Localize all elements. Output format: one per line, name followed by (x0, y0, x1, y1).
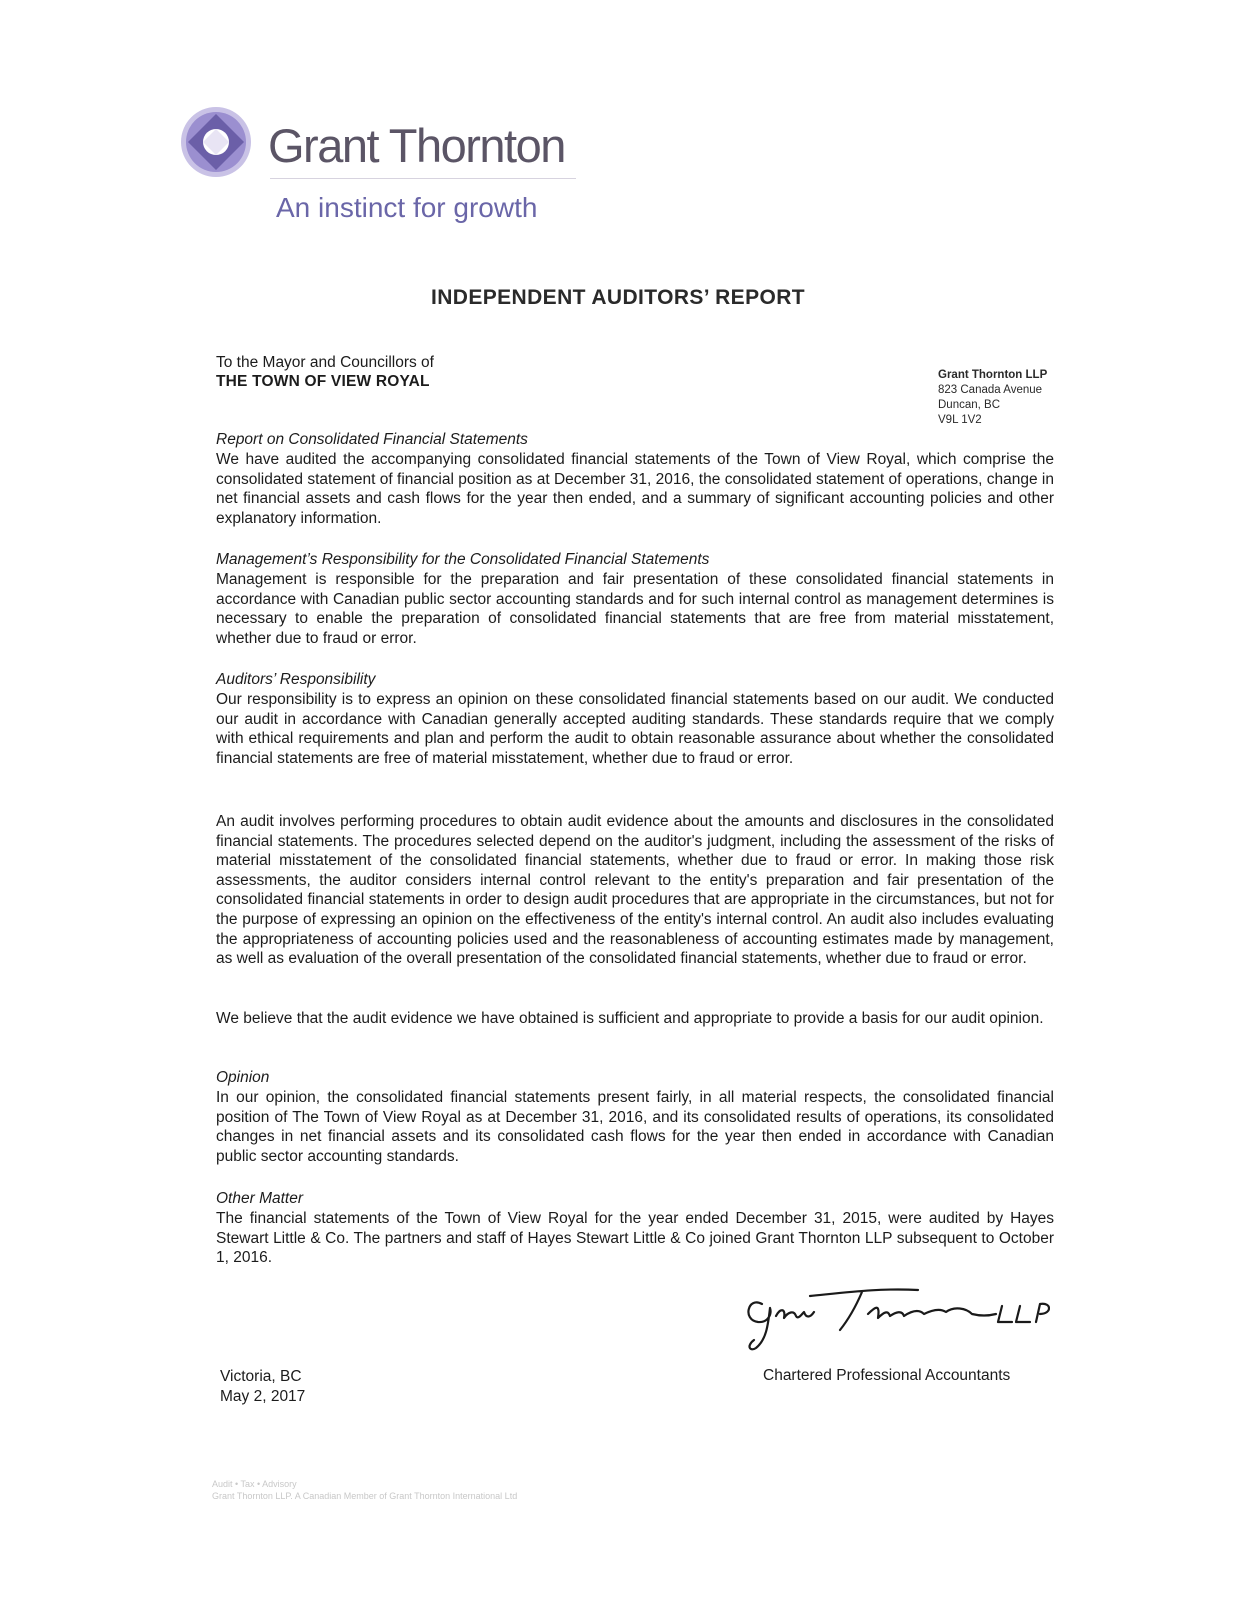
firm-name: Grant Thornton LLP (938, 369, 1048, 381)
section-paragraph: We have audited the accompanying consolidated financial statements of the Town of View Royal, which comprise the consolidated statement of financial position as at December 31, 2016, the consolidated statement of operations, change in net financial assets and cash flows for the year then ended, and a summary of significant accounting policies and other explanatory information. (216, 451, 1054, 527)
section-paragraph: Management is responsible for the preparation and fair presentation of these consolidated financial statements in accordance with Canadian public sector accounting standards and for such internal control as management determines is necessary to enable the preparation of consolidated financial statements that are free from material misstatement, whether due to fraud or error. (216, 571, 1054, 647)
firm-postal: V9L 1V2 (938, 414, 982, 426)
addressee (216, 353, 434, 391)
firm-address (938, 368, 1047, 428)
section-other-matter (216, 1189, 1054, 1268)
company-logo (178, 104, 598, 244)
section-heading: Report on Consolidated Financial Statements (216, 431, 528, 448)
section-heading: Other Matter (216, 1190, 303, 1207)
addressee-line-1: To the Mayor and Councillors of (216, 354, 434, 371)
section-opinion (216, 1068, 1054, 1166)
footer-line-1: Audit • Tax • Advisory (212, 1479, 297, 1489)
logo-wordmark: Grant Thornton (268, 119, 565, 172)
section-management-responsibility (216, 550, 1054, 648)
logo-tagline: An instinct for growth (276, 192, 538, 223)
place-and-date (220, 1367, 305, 1407)
section-paragraph: The financial statements of the Town of View Royal for the year ended December 31, 2015, were audited by Hayes Stewart Little & Co. The partners and staff of Hayes Stewart Little & Co joined Grant Thornton LLP subsequent to October 1, 2016. (216, 1210, 1054, 1267)
section-auditors-responsibility (216, 670, 1054, 768)
logo-divider (270, 178, 576, 179)
section-paragraph: We believe that the audit evidence we have obtained is sufficient and appropriate to provide a basis for our audit opinion. (216, 1010, 1044, 1027)
section-paragraph: An audit involves performing procedures to obtain audit evidence about the amounts and disclosures in the consolidated financial statements. The procedures selected depend on the auditor's judgment, including the assessment of the risks of material misstatement of the consolidated financial statements, whether due to fraud or error. In making those risk assessments, the auditor considers internal control relevant to the entity's preparation and fair presentation of the consolidated financial statements in order to design audit procedures that are appropriate in the circumstances, but not for the purpose of expressing an opinion on the effectiveness of the entity's internal control. An audit also includes evaluating the appropriateness of accounting policies used and the reasonableness of accounting estimates made by management, as well as evaluation of the overall presentation of the consolidated financial statements, whether due to fraud or error. (216, 813, 1054, 968)
section-audit-procedures (216, 812, 1054, 969)
report-date: May 2, 2017 (220, 1388, 306, 1405)
section-audit-evidence (216, 1009, 1054, 1029)
page-footer (212, 1478, 517, 1502)
addressee-line-2: THE TOWN OF VIEW ROYAL (216, 373, 430, 390)
footer-line-2: Grant Thornton LLP. A Canadian Member of Grant Thornton International Ltd (212, 1491, 518, 1501)
section-paragraph: In our opinion, the consolidated financial statements present fairly, in all material respects, the consolidated financial position of The Town of View Royal as at December 31, 2016, and its consolidated results of operations, its consolidated changes in net financial assets and its consolidated cash flows for the year then ended in accordance with Canadian public sector accounting standards. (216, 1089, 1054, 1165)
section-heading: Management’s Responsibility for the Consolidated Financial Statements (216, 551, 710, 568)
handwritten-signature (740, 1282, 1050, 1352)
report-city: Victoria, BC (220, 1368, 302, 1385)
section-heading: Auditors’ Responsibility (216, 671, 376, 688)
signature-title: Chartered Professional Accountants (763, 1367, 1011, 1384)
section-report (216, 430, 1054, 528)
firm-street: 823 Canada Avenue (938, 384, 1043, 396)
firm-city: Duncan, BC (938, 399, 1001, 411)
grant-thornton-logo-icon (178, 104, 254, 180)
section-heading: Opinion (216, 1069, 270, 1086)
section-paragraph: Our responsibility is to express an opinion on these consolidated financial statements based on our audit. We conducted our audit in accordance with Canadian generally accepted auditing standards. These standards require that we comply with ethical requirements and plan and perform the audit to obtain reasonable assurance about whether the consolidated financial statements are free of material misstatement, whether due to fraud or error. (216, 691, 1054, 767)
report-title: INDEPENDENT AUDITORS’ REPORT (430, 286, 806, 309)
